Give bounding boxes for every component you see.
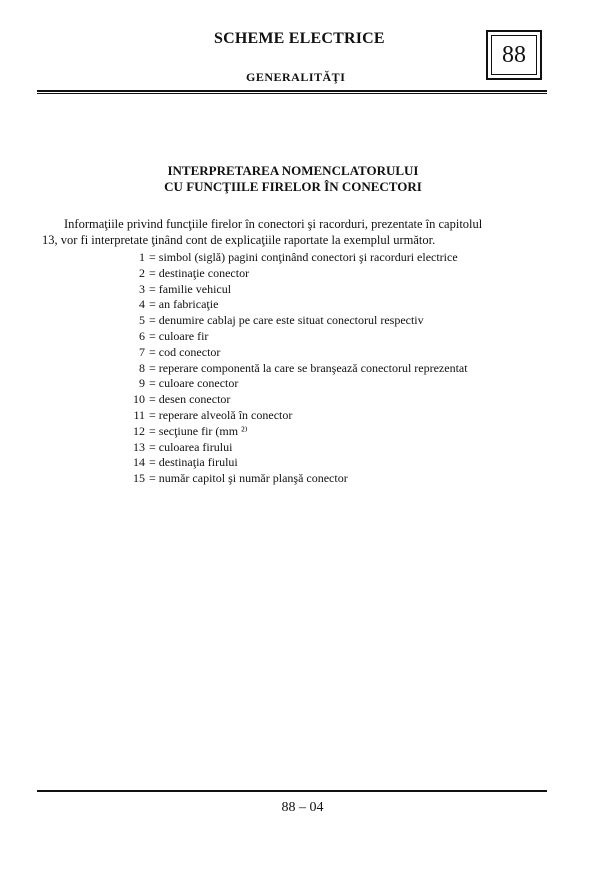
header-rule	[37, 90, 547, 92]
legend-number: 8	[139, 360, 145, 375]
header-subtitle: GENERALITĂŢI	[246, 70, 346, 84]
legend-text: = an fabricaţie	[149, 297, 219, 312]
legend-item	[0, 282, 605, 298]
legend-text: = denumire cablaj pe care este situat conectorul respectiv	[149, 313, 424, 328]
legend-number: 12	[133, 423, 145, 438]
legend-item	[0, 376, 605, 392]
legend-item	[0, 408, 605, 424]
legend-number: 5	[139, 313, 145, 328]
intro-paragraph	[42, 216, 532, 248]
legend-list	[0, 250, 605, 487]
legend-number: 11	[133, 407, 145, 422]
legend-text: = reperare alveolă în conector	[149, 407, 293, 422]
legend-text: = destinaţia firului	[149, 455, 238, 470]
chapter-number: 88	[502, 41, 526, 68]
section-title	[100, 163, 486, 195]
legend-number: 14	[133, 455, 145, 470]
header-title: SCHEME ELECTRICE	[214, 30, 385, 47]
legend-item	[0, 392, 605, 408]
legend-number: 6	[139, 328, 145, 343]
legend-item	[0, 313, 605, 329]
legend-number: 10	[133, 392, 145, 407]
legend-text: = reperare componentă la care se branşează conectorul reprezentat	[149, 360, 468, 375]
legend-text: = cod conector	[149, 344, 221, 359]
legend-number: 4	[139, 297, 145, 312]
legend-text: = simbol (siglă) pagini conţinând conectori şi racorduri electrice	[149, 250, 458, 264]
legend-item	[0, 345, 605, 361]
badge-inner-frame	[491, 35, 537, 75]
footer-rule	[37, 790, 547, 792]
legend-number: 15	[133, 471, 145, 486]
legend-text: = desen conector	[149, 392, 231, 407]
section-title-line-2: CU FUNCŢIILE FIRELOR ÎN CONECTORI	[164, 179, 422, 194]
legend-item	[0, 297, 605, 313]
intro-line-2: 13, vor fi interpretate ţinând cont de explicaţiile raportate la exemplul următor.	[42, 233, 436, 247]
page-number: 88 – 04	[281, 800, 324, 815]
legend-text: = culoare fir	[149, 328, 209, 343]
legend-item	[0, 440, 605, 456]
legend-text: = secţiune fir (mm ²⁾	[149, 423, 248, 438]
section-title-line-1: INTERPRETAREA NOMENCLATORULUI	[167, 163, 419, 178]
legend-text: = destinaţie conector	[149, 265, 250, 280]
legend-text: = culoare conector	[149, 376, 239, 391]
legend-number: 3	[139, 281, 145, 296]
legend-text: = familie vehicul	[149, 281, 232, 296]
legend-item	[0, 424, 605, 440]
legend-number: 13	[133, 439, 145, 454]
legend-text: = număr capitol şi număr planşă conector	[149, 471, 348, 486]
chapter-badge	[486, 30, 542, 80]
header-rule-thin	[37, 93, 547, 94]
legend-item	[0, 329, 605, 345]
legend-item	[0, 250, 605, 266]
legend-item	[0, 361, 605, 377]
legend-number: 2	[139, 265, 145, 280]
legend-number: 7	[139, 344, 145, 359]
legend-text: = culoarea firului	[149, 439, 233, 454]
legend-item	[0, 471, 605, 487]
legend-number: 9	[139, 376, 145, 391]
legend-number: 1	[139, 250, 145, 264]
intro-line-1: Informaţiile privind funcţiile firelor în conectori şi racorduri, prezentate în capitolul	[64, 217, 483, 231]
legend-item	[0, 266, 605, 282]
legend-item	[0, 455, 605, 471]
